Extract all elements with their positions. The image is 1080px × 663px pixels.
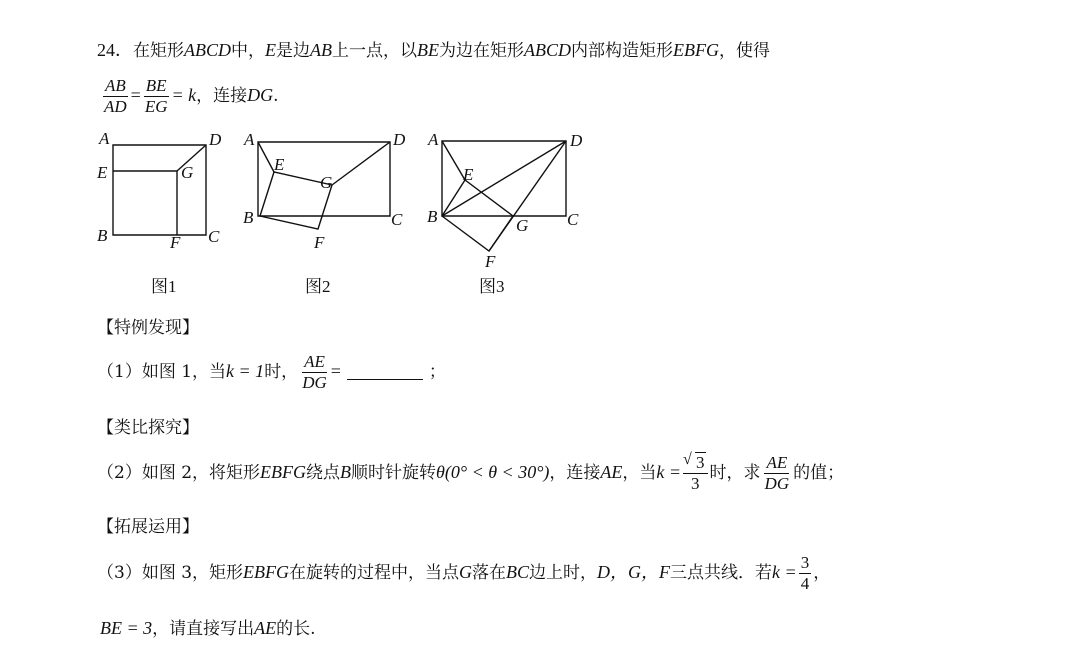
question-3-line-2 xyxy=(100,614,316,639)
figure-1-caption: 图1 xyxy=(151,277,177,296)
text: 上一点，以 xyxy=(332,41,417,61)
question-3 xyxy=(97,553,830,594)
fraction-3-over-4: $\frac{3}{4}$ xyxy=(800,553,810,593)
segment-ae xyxy=(258,142,274,172)
question-1 xyxy=(97,352,446,393)
question-2 xyxy=(97,453,844,494)
section-heading-extension: 【拓展运用】 xyxy=(97,517,199,537)
text: 是边 xyxy=(276,41,310,61)
label-b: B xyxy=(97,226,108,245)
text: 顺时针旋转 xyxy=(351,463,437,483)
text: 在矩形 xyxy=(133,41,184,61)
math-ebfg: EBFG xyxy=(260,462,307,482)
text: 中， xyxy=(231,41,265,61)
text: 边上时， xyxy=(529,563,598,583)
math-be: BE xyxy=(417,40,439,60)
math-dg: DG xyxy=(247,85,274,105)
segment-ae xyxy=(442,141,465,180)
problem-line-1 xyxy=(97,36,770,62)
rect-abcd xyxy=(113,145,206,235)
math-bc: BC xyxy=(506,562,530,582)
label-b: B xyxy=(427,207,438,226)
math-g: G xyxy=(459,562,473,582)
text: ，连接 xyxy=(549,463,601,483)
text: 落在 xyxy=(472,563,507,583)
text: ，连接 xyxy=(196,86,248,106)
fraction-ae-dg: $\frac{AE}{DG}$ xyxy=(764,453,790,493)
text: 时，求 xyxy=(709,463,761,483)
figure-1 xyxy=(96,129,222,296)
label-e: E xyxy=(97,163,108,182)
fraction-be-eg: $\frac{BE}{EG}$ xyxy=(144,76,168,116)
text: . xyxy=(273,86,279,106)
label-e: E xyxy=(463,165,474,184)
text: 的值； xyxy=(793,463,845,483)
text: 绕点 xyxy=(306,463,341,483)
label-d: D xyxy=(570,131,583,150)
math-ae: AE xyxy=(254,618,277,638)
label-g: G xyxy=(181,163,194,182)
segment-dg xyxy=(332,142,390,185)
text: 内部构造矩形 xyxy=(571,41,673,61)
equals: = xyxy=(130,85,141,105)
math-b: B xyxy=(340,462,352,482)
text: 在旋转的过程中，当点 xyxy=(289,563,460,583)
label-f: F xyxy=(314,233,325,252)
problem-line-2 xyxy=(100,76,279,117)
text: （2）如图 2，将矩形 xyxy=(97,463,261,483)
figure-3 xyxy=(427,130,583,296)
label-c: C xyxy=(391,210,403,229)
label-g: G xyxy=(320,173,333,192)
text: ，请直接写出 xyxy=(152,619,255,639)
math-k-eq-1: k = 1 xyxy=(226,361,265,381)
fraction-ae-dg: $\frac{AE}{DG}$ xyxy=(302,352,327,392)
text: （3）如图 3，矩形 xyxy=(97,563,244,583)
label-g: G xyxy=(516,216,529,235)
math-k-eq: k = xyxy=(772,562,797,582)
figure-2-caption: 图2 xyxy=(305,277,331,296)
fraction-sqrt3-over-3: √ 3 3 xyxy=(683,453,708,494)
label-c: C xyxy=(567,210,579,229)
section-heading-analogy: 【类比探究】 xyxy=(97,418,199,438)
rect-ebfg xyxy=(113,171,177,235)
label-d: D xyxy=(209,130,222,149)
label-a: A xyxy=(99,129,110,148)
math-e: E xyxy=(265,40,276,60)
text: ， xyxy=(813,563,831,583)
label-f: F xyxy=(485,252,496,271)
math-ae: AE xyxy=(600,462,623,482)
label-b: B xyxy=(243,208,254,227)
math-eq-k: = k xyxy=(171,85,197,105)
math-ebfg: EBFG xyxy=(673,40,719,60)
math-be-eq-3: BE = 3 xyxy=(100,618,153,638)
sqrt: √ 3 xyxy=(683,451,705,472)
equals: = xyxy=(330,361,341,381)
text: ，使得 xyxy=(718,41,770,61)
problem-number: 24． xyxy=(97,40,133,60)
text: （1）如图 1，当 xyxy=(97,362,227,382)
math-theta-range: θ(0° < θ < 30°) xyxy=(436,462,550,482)
figure-2 xyxy=(243,130,406,296)
figure-3-caption: 图3 xyxy=(479,277,505,296)
label-f: F xyxy=(170,233,181,252)
math-ebfg: EBFG xyxy=(243,562,290,582)
text: 时， xyxy=(264,362,299,382)
label-a: A xyxy=(428,130,439,149)
fraction-ab-ad: $\frac{AB}{AD}$ xyxy=(104,76,127,116)
text: ，当 xyxy=(622,463,657,483)
label-c: C xyxy=(208,227,220,246)
text: ； xyxy=(428,362,446,382)
math-dgf: D，G，F xyxy=(597,562,671,582)
math-abcd: ABCD xyxy=(184,40,231,60)
segment-bd xyxy=(442,141,566,216)
math-ab: AB xyxy=(310,40,332,60)
text: 三点共线．若 xyxy=(670,563,773,583)
text: 为边在矩形 xyxy=(439,41,524,61)
math-abcd: ABCD xyxy=(524,40,571,60)
label-a: A xyxy=(244,130,255,149)
answer-blank[interactable] xyxy=(347,365,423,380)
section-heading-special-case: 【特例发现】 xyxy=(97,318,199,338)
math-k-eq: k = xyxy=(656,462,682,482)
label-e: E xyxy=(274,155,285,174)
label-d: D xyxy=(393,130,406,149)
text: 的长. xyxy=(276,619,316,639)
